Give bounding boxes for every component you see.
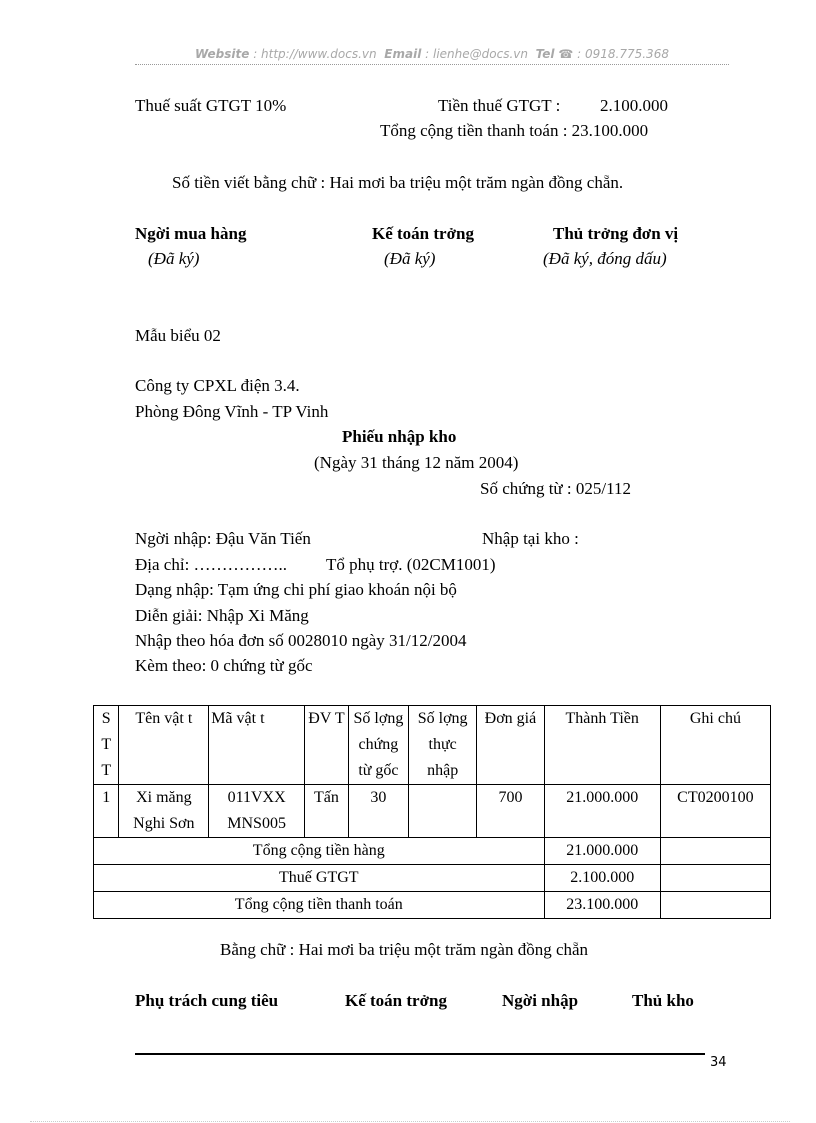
- tax-amount-label: Tiền thuế GTGT :: [438, 96, 561, 115]
- cell-item-code: 011VXX MNS005: [209, 785, 305, 838]
- header-divider: [135, 64, 729, 65]
- website-value: : http://www.docs.vn: [253, 47, 377, 61]
- voucher-number: Số chứng từ : 025/112: [480, 479, 631, 498]
- receiver-signature: Ngời nhập: [502, 991, 579, 1010]
- phone-icon: ☎: [558, 47, 574, 61]
- form-template: Mẫu biểu 02: [135, 326, 221, 345]
- receiver: Ngời nhập: Đậu Văn Tiến: [135, 529, 311, 548]
- header-item-name: Tên vật t: [119, 706, 209, 785]
- storekeeper-signature: Thủ kho: [632, 991, 694, 1010]
- email-value: : lienhe@docs.vn: [425, 47, 528, 61]
- accountant-signature-note: (Đã ký): [384, 249, 436, 268]
- summary-empty: [660, 838, 770, 865]
- cell-item-name: Xi măng Nghi Sơn: [119, 785, 209, 838]
- summary-value: 2.100.000: [544, 865, 660, 892]
- office-location: Phòng Đông Vĩnh - TP Vinh: [135, 402, 329, 421]
- footer-divider: [135, 1053, 705, 1055]
- header-doc-qty: Số lợng chứng từ gốc: [348, 706, 408, 785]
- header-stt: S T T: [94, 706, 119, 785]
- summary-label: Tổng cộng tiền thanh toán: [94, 892, 545, 919]
- address: Địa chỉ: ……………..: [135, 555, 288, 574]
- tax-amount-value: 2.100.000: [600, 96, 668, 115]
- table-amount-in-words: Bằng chữ : Hai mơi ba triệu một trăm ngàn đồng chẵn: [220, 940, 589, 959]
- description: Diễn giải: Nhập Xi Măng: [135, 606, 309, 625]
- header-unit: ĐV T: [305, 706, 349, 785]
- form-date: (Ngày 31 tháng 12 năm 2004): [314, 453, 519, 472]
- header-note: Ghi chú: [660, 706, 770, 785]
- cell-note: CT0200100: [660, 785, 770, 838]
- header-unit-price: Đơn giá: [477, 706, 544, 785]
- table-header-row: [94, 706, 771, 785]
- summary-row-payment-total: [94, 892, 771, 919]
- tel-value: : 0918.775.368: [577, 47, 669, 61]
- header-actual-qty: Số lợng thực nhập: [409, 706, 477, 785]
- cell-stt: 1: [94, 785, 119, 838]
- summary-row-goods-total: [94, 838, 771, 865]
- team: Tổ phụ trợ. (02CM1001): [326, 555, 496, 574]
- summary-value: 21.000.000: [544, 838, 660, 865]
- accountant-signature: Kế toán trởng: [345, 991, 447, 1010]
- tel-label: Tel: [535, 47, 555, 61]
- warehouse: Nhập tại kho :: [482, 529, 579, 548]
- email-label: Email: [384, 47, 422, 61]
- head-signature-title: Thủ trởng đơn vị: [553, 224, 679, 243]
- accountant-signature-title: Kế toán trởng: [372, 224, 474, 243]
- buyer-signature-note: (Đã ký): [148, 249, 200, 268]
- header-item-code: Mã vật t: [209, 706, 305, 785]
- page-header: [135, 47, 729, 61]
- page-number: 34: [710, 1055, 727, 1070]
- cell-unit-price: 700: [477, 785, 544, 838]
- attached-documents: Kèm theo: 0 chứng từ gốc: [135, 656, 313, 675]
- cell-amount: 21.000.000: [544, 785, 660, 838]
- cell-doc-qty: 30: [348, 785, 408, 838]
- summary-label: Thuế GTGT: [94, 865, 545, 892]
- page-bottom-border: [30, 1121, 790, 1122]
- form-title: Phiếu nhập kho: [342, 427, 457, 446]
- summary-empty: [660, 865, 770, 892]
- summary-empty: [660, 892, 770, 919]
- summary-row-vat: [94, 865, 771, 892]
- supply-manager-signature: Phụ trách cung tiêu: [135, 991, 279, 1010]
- website-label: Website: [195, 47, 250, 61]
- header-amount: Thành Tiền: [544, 706, 660, 785]
- buyer-signature-title: Ngời mua hàng: [135, 224, 247, 243]
- company-name: Công ty CPXL điện 3.4.: [135, 376, 300, 395]
- tax-rate: Thuế suất GTGT 10%: [135, 96, 287, 115]
- total-payment: Tổng cộng tiền thanh toán : 23.100.000: [380, 121, 649, 140]
- amount-in-words: Số tiền viết bằng chữ : Hai mơi ba triệu một trăm ngàn đồng chẵn.: [172, 173, 624, 192]
- summary-label: Tổng cộng tiền hàng: [94, 838, 545, 865]
- import-type: Dạng nhập: Tạm ứng chi phí giao khoán nội bộ: [135, 580, 457, 599]
- cell-unit: Tấn: [305, 785, 349, 838]
- head-signature-note: (Đã ký, đóng dấu): [543, 249, 667, 268]
- summary-value: 23.100.000: [544, 892, 660, 919]
- invoice-reference: Nhập theo hóa đơn số 0028010 ngày 31/12/2004: [135, 631, 467, 650]
- cell-actual-qty: [409, 785, 477, 838]
- table-row: [94, 785, 771, 838]
- goods-receipt-table: [93, 705, 771, 919]
